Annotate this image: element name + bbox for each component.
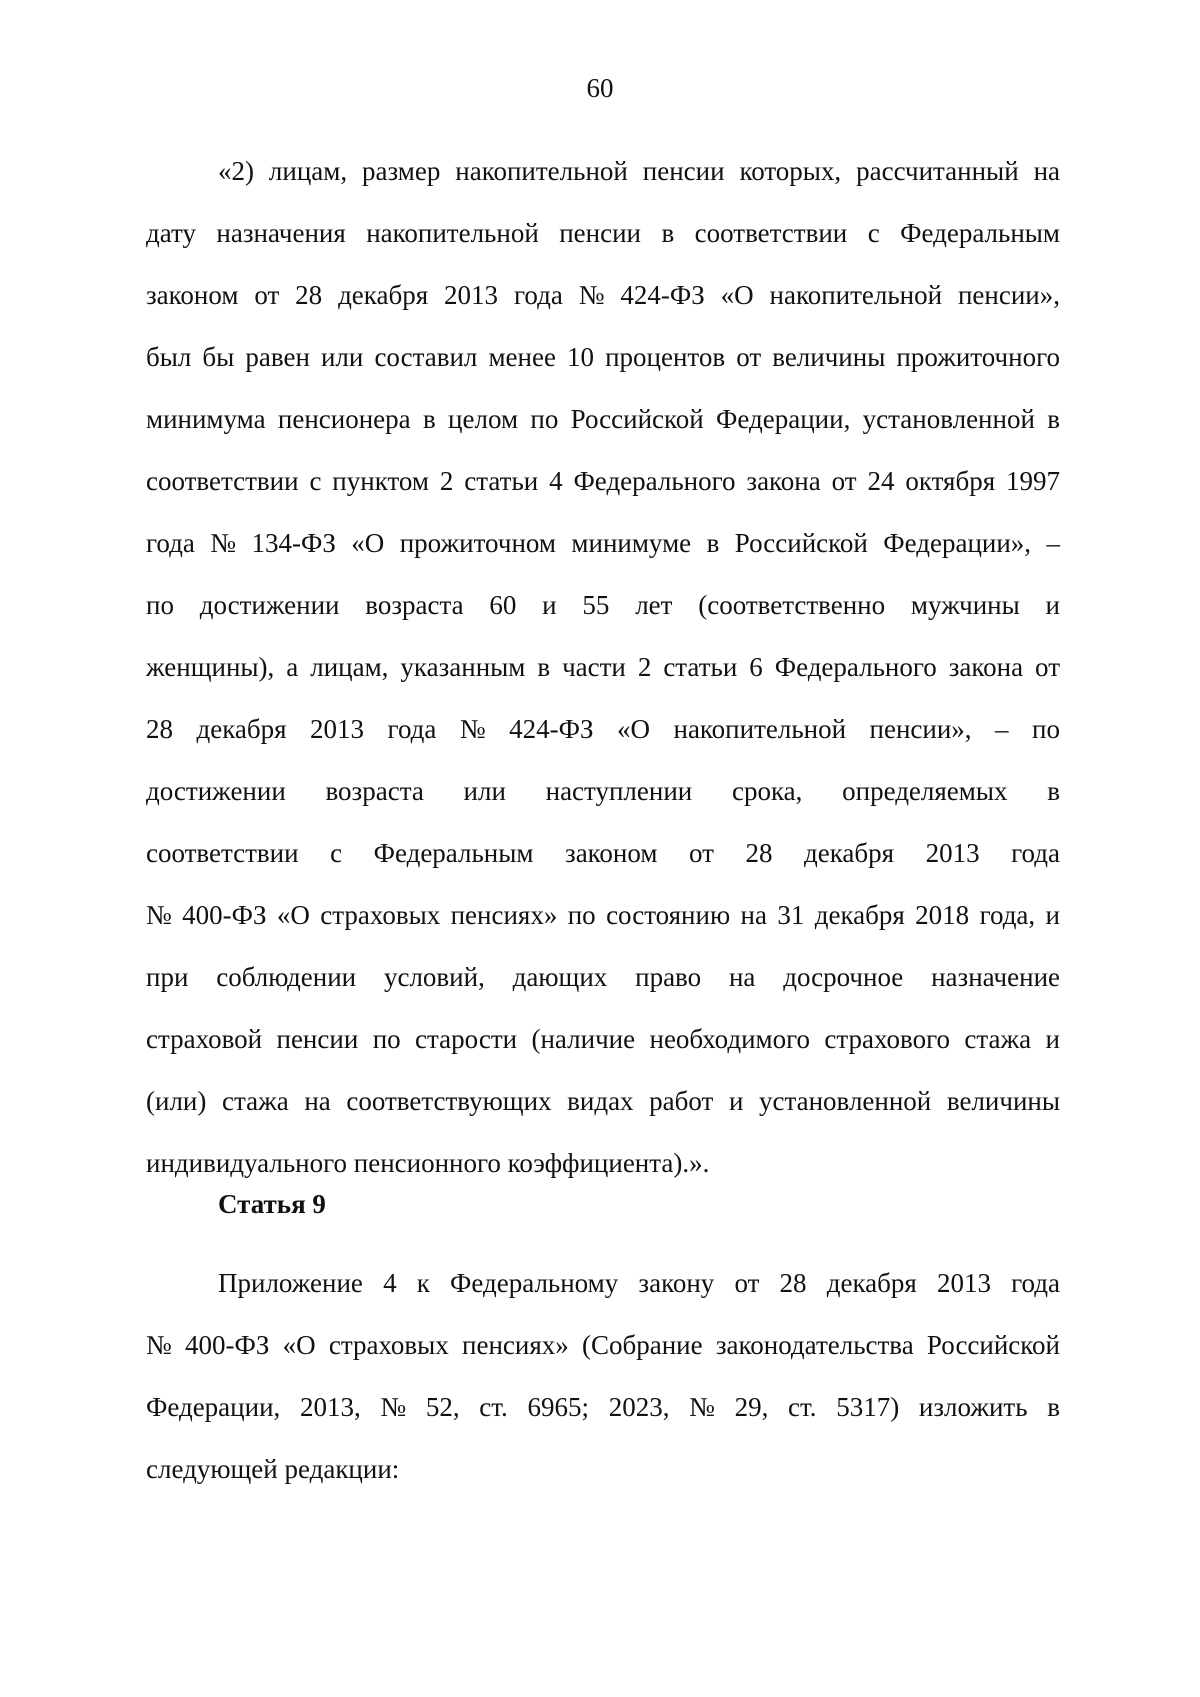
text-line: 28 декабря 2013 года № 424-ФЗ «О накопительной пенсии», – по <box>146 714 1060 744</box>
text-line: женщины), а лицам, указанным в части 2 статьи 6 Федерального закона от <box>146 652 1060 682</box>
text-line: при соблюдении условий, дающих право на досрочное назначение <box>146 962 1060 992</box>
text-line: № 400-ФЗ «О страховых пенсиях» (Собрание законодательства Российской <box>146 1330 1060 1360</box>
text-line: индивидуального пенсионного коэффициента).». <box>146 1148 710 1178</box>
text-line: (или) стажа на соответствующих видах работ и установленной величины <box>146 1086 1060 1116</box>
text-line: № 400-ФЗ «О страховых пенсиях» по состоянию на 31 декабря 2018 года, и <box>146 900 1060 930</box>
text-line: соответствии с Федеральным законом от 28 декабря 2013 года <box>146 838 1060 868</box>
text-line: Приложение 4 к Федеральному закону от 28 декабря 2013 года <box>218 1268 1060 1298</box>
text-line: дату назначения накопительной пенсии в соответствии с Федеральным <box>146 218 1060 248</box>
text-line: года № 134-ФЗ «О прожиточном минимуме в Российской Федерации», – <box>146 528 1060 558</box>
article-heading: Статья 9 <box>218 1189 326 1219</box>
text-line: законом от 28 декабря 2013 года № 424-ФЗ «О накопительной пенсии», <box>146 280 1060 310</box>
text-line: минимума пенсионера в целом по Российской Федерации, установленной в <box>146 404 1060 434</box>
text-line: был бы равен или составил менее 10 процентов от величины прожиточного <box>146 342 1060 372</box>
text-line: следующей редакции: <box>146 1454 400 1484</box>
article-9-paragraph <box>146 1252 1060 1500</box>
text-line: по достижении возраста 60 и 55 лет (соответственно мужчины и <box>146 590 1060 620</box>
paragraph-item-2 <box>146 140 1060 1194</box>
text-line: «2) лицам, размер накопительной пенсии которых, рассчитанный на <box>218 156 1060 186</box>
text-line: страховой пенсии по старости (наличие необходимого страхового стажа и <box>146 1024 1060 1054</box>
text-line: достижении возраста или наступлении срока, определяемых в <box>146 776 1060 806</box>
text-line: Федерации, 2013, № 52, ст. 6965; 2023, № 29, ст. 5317) изложить в <box>146 1392 1060 1422</box>
text-line: соответствии с пунктом 2 статьи 4 Федерального закона от 24 октября 1997 <box>146 466 1060 496</box>
page-number: 60 <box>586 73 614 103</box>
